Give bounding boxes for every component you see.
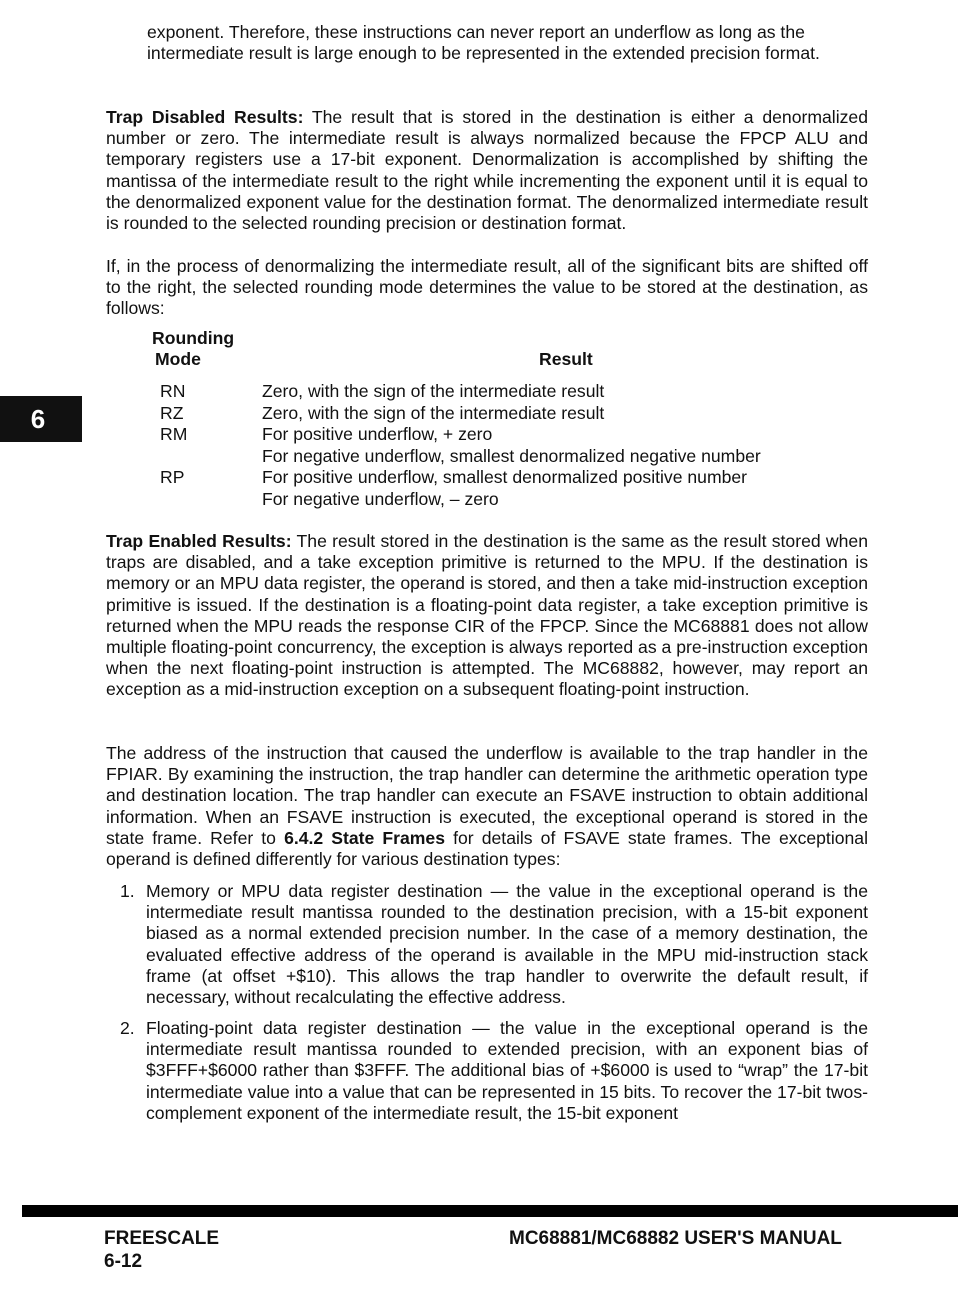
footer-rule [22, 1205, 958, 1217]
list-item-number: 2. [120, 1018, 135, 1038]
trap-enabled-text: The result stored in the destination is the same as the result stored when traps are disabled, and a take exception primitive is returned to the MPU. If the destination is memory or an MPU data register, the operand is stored, and then a take mid-instruction exception primitive is issued. If the destination is a floating-point data register, a take exception primitive is returned when the MPU reads the response CIR of the FPCP. Since the MC68881 does not allow multiple floating-point concurrency, the exception is always reported as a pre-instruction exception when the next floating-point instruction is attempted. The MC68882, however, may report an exception as a mid-instruction exception on a subsequent floating-point instruction. [106, 531, 868, 700]
list-item-text: Floating-point data register destination — the value in the exceptional operand is the intermediate result mantissa rounded to extended precision, with an exponent bias of $3FFF+$6000 rather than $3FFF. The additional bias of +$6000 is used to “wrap” the 17-bit intermediate value into a value that can be represented in 15 bits. To recover the 17-bit twos-complement exponent of the intermediate result, the 15-bit exponent [146, 1018, 868, 1123]
table-cell-mode: RN [160, 381, 186, 401]
trap-enabled-paragraph [106, 531, 868, 701]
table-cell-mode: RZ [160, 402, 184, 423]
rounding-mode-table [160, 381, 860, 511]
trap-disabled-heading: Trap Disabled Results: [106, 107, 304, 127]
chapter-side-tab [0, 396, 82, 442]
list-item-text: Memory or MPU data register destination — the value in the exceptional operand is the intermediate result mantissa rounded to the destination precision, with a 15-bit exponent biased as a normal extended precision number. In the case of a memory destination, the evaluated effective address of the operand is available in the MPU mid-instruction stack frame (at offset +$10). This allows the trap handler to overwrite the default result, if necessary, without recalculating the effective address. [146, 881, 868, 1008]
trap-disabled-paragraph [106, 107, 868, 234]
table-head-result: Result [539, 349, 593, 369]
chapter-number: 6 [30, 404, 46, 434]
table-row [160, 489, 860, 511]
table-cell-mode [160, 446, 262, 468]
intro-paragraph: exponent. Therefore, these instructions can never report an underflow as long as the intermediate result is large enough to be represented in the extended precision format. [147, 22, 820, 64]
table-cell-result: For positive underflow, smallest denormalized positive number [262, 467, 748, 488]
table-cell-result: For negative underflow, smallest denormalized negative number [262, 445, 761, 466]
table-row [160, 467, 860, 489]
table-row [160, 381, 860, 403]
footer-page-number: 6-12 [104, 1251, 143, 1272]
footer-manual-title: MC68881/MC68882 USER'S MANUAL [509, 1228, 842, 1249]
table-row [160, 446, 860, 468]
footer-brand: FREESCALE [104, 1228, 220, 1249]
table-cell-mode: RM [160, 424, 188, 445]
table-cell-mode: RP [160, 467, 185, 488]
footer-left [104, 1227, 219, 1273]
list-item [106, 1018, 868, 1124]
table-cell-result: Zero, with the sign of the intermediate result [262, 402, 605, 423]
denormalizing-paragraph: If, in the process of denormalizing the intermediate result, all of the significant bits are shifted off to the right, the selected rounding mode determines the value to be stored at the destination, as follows: [106, 256, 868, 319]
table-cell-result: For negative underflow, – zero [262, 488, 499, 509]
list-item-number: 1. [120, 881, 135, 901]
trap-enabled-heading: Trap Enabled Results: [106, 531, 292, 551]
table-head-mode-line1: Rounding [152, 328, 235, 348]
state-frames-reference: 6.4.2 State Frames [284, 827, 446, 848]
trap-handler-text-after: for details of FSAVE state frames. The exceptional operand is defined differently for various destination types: [106, 827, 868, 870]
list-item [106, 881, 868, 1008]
trap-handler-paragraph [106, 743, 868, 870]
table-cell-result: For positive underflow, + zero [262, 424, 493, 445]
table-row [160, 424, 860, 446]
trap-handler-text-before: The address of the instruction that caused the underflow is available to the trap handler in the FPIAR. By examining the instruction, the trap handler can determine the arithmetic operation type and destination location. The trap handler can execute an FSAVE instruction to obtain additional information. When an FSAVE instruction is executed, the exceptional operand is stored in the state frame. Refer to [106, 743, 868, 848]
table-cell-result: Zero, with the sign of the intermediate result [262, 381, 605, 401]
table-cell-mode [160, 489, 262, 511]
table-head-mode-line2: Mode [155, 349, 201, 369]
table-row [160, 403, 860, 425]
trap-disabled-text: The result that is stored in the destination is either a denormalized number or zero. The intermediate result is always normalized because the FPCP ALU and temporary registers use a 17-bit exponent. Denormalization is accomplished by shifting the mantissa of the intermediate result to the right while incrementing the exponent until it is equal to the denormalized exponent value for the destination format. The denormalized intermediate result is rounded to the selected rounding precision or destination format. [106, 107, 868, 234]
